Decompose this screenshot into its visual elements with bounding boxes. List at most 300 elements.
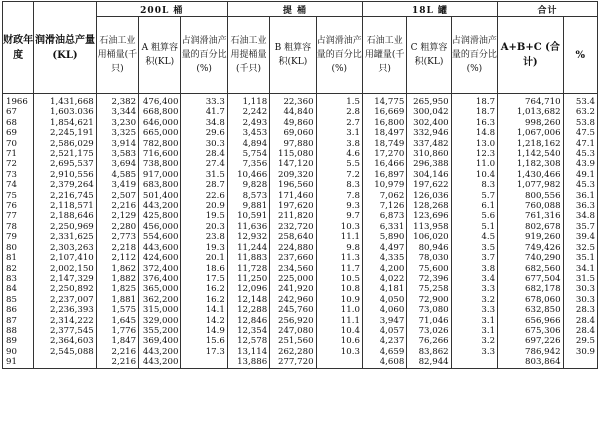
table-cell: 2,188,646 [34,211,97,221]
table-cell: 760,088 [498,201,564,211]
table-cell: 15.6 [181,336,227,346]
table-cell: 2,250,892 [34,284,97,294]
table-cell: 16.2 [181,295,227,305]
table-cell: 443,200 [139,347,181,357]
table-cell: 3,453 [227,128,269,138]
group-header-pail: 提 桶 [227,2,362,17]
table-body [3,94,598,369]
table-cell: 23.8 [181,232,227,242]
table-cell: 1,645 [96,316,138,326]
table-cell: 18.6 [181,264,227,274]
year-cell: 73 [3,170,34,180]
table-cell: 49.1 [563,170,597,180]
table-cell: 256,920 [270,316,316,326]
table-cell: 224,880 [270,243,316,253]
table-cell: 2,507 [96,191,138,201]
table-cell: 2,382 [96,94,138,108]
table-cell: 1,881 [96,295,138,305]
table-cell: 2,379,264 [34,180,97,190]
table-cell: 3.2 [451,295,497,305]
table-cell: 10.3 [316,347,362,357]
table-cell: 300,042 [407,107,451,117]
table-cell: 8,573 [227,191,269,201]
col-header-b-volume: B 粗算容积(KL) [270,17,316,94]
table-cell: 2,236,393 [34,305,97,315]
table-cell: 675,306 [498,326,564,336]
year-cell: 91 [3,357,34,368]
table-cell: 18,749 [362,139,406,149]
table-cell: 5,754 [227,149,269,159]
table-cell: 1,431,668 [34,94,97,108]
table-cell: 11.3 [316,253,362,263]
table-cell: 28.3 [563,305,597,315]
table-cell: 211,820 [270,211,316,221]
table-row [3,232,598,242]
table-cell: 443,200 [139,201,181,211]
table-row [3,284,598,294]
table-cell: 3.3 [451,347,497,357]
table-cell: 29.5 [563,336,597,346]
table-cell: 668,800 [139,107,181,117]
table-cell: 22,360 [270,94,316,108]
table-cell: 123,696 [407,211,451,221]
table-row [3,149,598,159]
table-cell: 10,466 [227,170,269,180]
table-cell: 1,182,308 [498,159,564,169]
table-cell: 2,245,191 [34,128,97,138]
table-cell: 4.5 [451,232,497,242]
lubricant-container-table [2,1,598,369]
table-row [3,357,598,368]
table-row [3,347,598,357]
table-cell: 2,216 [96,201,138,211]
table-cell: 332,946 [407,128,451,138]
table-cell: 646,000 [139,118,181,128]
table-cell: 1,118 [227,94,269,108]
table-cell: 3.5 [451,243,497,253]
table-cell: 2,242 [227,107,269,117]
table-cell: 764,710 [498,94,564,108]
table-cell: 34.1 [563,264,597,274]
table-cell: 28.4 [181,149,227,159]
table-cell: 241,920 [270,284,316,294]
year-cell: 68 [3,118,34,128]
table-cell: 126,036 [407,191,451,201]
table-cell: 20.3 [181,222,227,232]
table-cell: 3.3 [451,305,497,315]
table-row [3,264,598,274]
table-cell: 33.3 [181,94,227,108]
table-cell: 7,062 [362,191,406,201]
table-cell: 3.1 [316,128,362,138]
table-cell: 106,020 [407,232,451,242]
table-cell: 10.6 [316,336,362,346]
col-header-a-count: 石油工业用桶量(千只) [96,17,138,94]
table-row [3,94,598,108]
table-cell: 82,944 [407,357,451,368]
year-cell: 86 [3,305,34,315]
table-cell: 11.0 [316,305,362,315]
table-cell: 234,560 [270,264,316,274]
table-cell: 1,882 [96,274,138,284]
table-cell [563,357,597,368]
table-cell: 665,000 [139,128,181,138]
table-cell: 1,218,162 [498,139,564,149]
table-cell: 36.1 [563,191,597,201]
table-cell: 6,331 [362,222,406,232]
table-cell: 27.4 [181,159,227,169]
year-cell: 90 [3,347,34,357]
table-cell: 7,356 [227,159,269,169]
year-cell: 87 [3,316,34,326]
table-cell: 337,482 [407,139,451,149]
year-cell: 80 [3,243,34,253]
table-cell: 19.3 [181,243,227,253]
table-cell: 740,290 [498,253,564,263]
table-cell: 14.9 [181,326,227,336]
table-cell: 476,400 [139,94,181,108]
table-cell: 4,497 [362,243,406,253]
year-cell: 89 [3,336,34,346]
table-cell: 2,107,410 [34,253,97,263]
table-cell: 4,585 [96,170,138,180]
table-cell: 44,840 [270,107,316,117]
col-header-fiscal-year: 财政年度 [3,2,34,94]
table-cell: 4.6 [316,149,362,159]
table-cell: 10.4 [451,170,497,180]
table-cell: 501,400 [139,191,181,201]
table-cell: 2,002,150 [34,264,97,274]
table-cell: 29.6 [181,128,227,138]
table-row [3,201,598,211]
table-cell: 265,950 [407,94,451,108]
table-cell: 209,320 [270,170,316,180]
table-cell: 73,080 [407,305,451,315]
table-cell: 749,426 [498,243,564,253]
table-cell: 83,862 [407,347,451,357]
table-cell: 682,560 [498,264,564,274]
table-cell: 45.3 [563,180,597,190]
table-cell: 11,250 [227,274,269,284]
table-cell: 12,932 [227,232,269,242]
table-cell: 3.2 [451,336,497,346]
year-cell: 71 [3,149,34,159]
table-cell: 738,800 [139,159,181,169]
table-cell: 11,636 [227,222,269,232]
table-cell: 80,946 [407,243,451,253]
table-cell: 9,828 [227,180,269,190]
table-cell: 11,728 [227,264,269,274]
table-cell: 4,894 [227,139,269,149]
table-cell: 72,396 [407,274,451,284]
table-cell: 30.3 [563,284,597,294]
table-cell: 803,864 [498,357,564,368]
table-cell: 18,497 [362,128,406,138]
col-header-b-count: 石油工业用提桶量(千只) [227,17,269,94]
table-cell: 1,077,982 [498,180,564,190]
table-cell: 11.0 [451,159,497,169]
table-cell: 16,669 [362,107,406,117]
year-cell: 74 [3,180,34,190]
table-cell: 716,600 [139,149,181,159]
year-cell: 78 [3,222,34,232]
table-cell: 6,873 [362,211,406,221]
table-cell: 16.2 [181,284,227,294]
year-cell: 75 [3,191,34,201]
table-cell: 4,022 [362,274,406,284]
table-cell: 8.3 [451,180,497,190]
table-row [3,159,598,169]
table-cell: 919,260 [498,232,564,242]
table-cell: 800,556 [498,191,564,201]
table-cell: 1,013,682 [498,107,564,117]
table-cell: 22.6 [181,191,227,201]
table-cell: 35.7 [563,222,597,232]
table-cell: 304,146 [407,170,451,180]
table-cell: 2.7 [316,118,362,128]
table-cell: 4,057 [362,326,406,336]
table-cell: 12,354 [227,326,269,336]
table-cell: 9.3 [316,201,362,211]
table-cell: 2,216,745 [34,191,97,201]
table-cell: 113,958 [407,222,451,232]
table-cell: 171,460 [270,191,316,201]
table-cell: 3,694 [96,159,138,169]
col-header-sum: A+B+C (合计) [498,17,564,94]
table-cell: 3,914 [96,139,138,149]
table-cell: 802,678 [498,222,564,232]
year-cell: 81 [3,253,34,263]
table-cell: 2,303,263 [34,243,97,253]
table-cell: 2,118,571 [34,201,97,211]
table-cell: 5,890 [362,232,406,242]
table-cell: 17,270 [362,149,406,159]
table-cell: 32.5 [563,243,597,253]
table-cell: 296,388 [407,159,451,169]
table-cell: 5.6 [451,211,497,221]
table-cell: 45.3 [563,149,597,159]
table-cell: 2,545,088 [34,347,97,357]
table-cell: 362,200 [139,295,181,305]
table-cell: 11.1 [316,232,362,242]
table-row [3,253,598,263]
table-cell: 30.3 [563,295,597,305]
table-cell: 262,280 [270,347,316,357]
table-cell: 10.5 [316,274,362,284]
table-cell: 7.2 [316,170,362,180]
table-cell: 245,760 [270,305,316,315]
table-cell: 1,142,540 [498,149,564,159]
table-row [3,295,598,305]
year-cell: 83 [3,274,34,284]
col-header-a-volume: A 粗算容积(KL) [139,17,181,94]
table-cell: 3.7 [451,253,497,263]
table-cell: 196,560 [270,180,316,190]
table-cell: 49,860 [270,118,316,128]
table-cell: 30.3 [181,139,227,149]
table-cell: 128,268 [407,201,451,211]
table-cell: 2,112 [96,253,138,263]
year-cell: 82 [3,264,34,274]
year-cell: 67 [3,107,34,117]
table-cell: 682,178 [498,284,564,294]
table-cell: 2,695,537 [34,159,97,169]
table-cell: 115,080 [270,149,316,159]
table-cell: 3,230 [96,118,138,128]
table-cell: 97,880 [270,139,316,149]
year-cell: 85 [3,295,34,305]
table-cell: 13,886 [227,357,269,368]
table-cell: 1,776 [96,326,138,336]
table-cell: 2,237,007 [34,295,97,305]
table-row [3,139,598,149]
table-cell: 16,800 [362,118,406,128]
table-cell: 8.3 [316,180,362,190]
table-cell: 5.7 [451,191,497,201]
table-cell: 3,947 [362,316,406,326]
col-header-c-volume: C 粗算容积(KL) [407,17,451,94]
table-row [3,243,598,253]
table-row [3,305,598,315]
table-cell: 11.7 [316,264,362,274]
table-cell [316,357,362,368]
table-cell: 3.8 [316,139,362,149]
table-row [3,107,598,117]
table-cell: 3.4 [451,274,497,284]
year-cell: 79 [3,232,34,242]
table-cell: 18.7 [451,107,497,117]
table-cell: 376,400 [139,274,181,284]
table-cell: 2,773 [96,232,138,242]
table-cell: 18.7 [451,94,497,108]
table-cell: 4,050 [362,295,406,305]
table-cell: 28.7 [181,180,227,190]
table-cell: 678,060 [498,295,564,305]
table-cell: 197,620 [270,201,316,211]
table-row [3,316,598,326]
table-cell: 5.5 [316,159,362,169]
table-cell: 1,854,621 [34,118,97,128]
table-cell: 10,979 [362,180,406,190]
year-cell: 69 [3,128,34,138]
table-cell: 1,862 [96,264,138,274]
table-cell: 302,400 [407,118,451,128]
table-cell: 369,400 [139,336,181,346]
table-cell: 10,591 [227,211,269,221]
table-cell: 1,067,006 [498,128,564,138]
table-cell: 11.1 [316,316,362,326]
table-cell: 17.5 [181,274,227,284]
table-cell: 9,881 [227,201,269,211]
table-cell: 10.4 [316,326,362,336]
table-cell: 355,200 [139,326,181,336]
table-cell: 251,560 [270,336,316,346]
group-header-18l-can: 18L 罐 [362,2,497,17]
table-cell: 2,910,556 [34,170,97,180]
table-cell: 12,148 [227,295,269,305]
table-cell: 2.8 [316,107,362,117]
table-row [3,222,598,232]
table-cell: 4,060 [362,305,406,315]
table-cell: 761,316 [498,211,564,221]
table-cell: 2,147,329 [34,274,97,284]
table-cell: 2,377,545 [34,326,97,336]
table-cell: 3,419 [96,180,138,190]
table-cell: 2,218 [96,243,138,253]
table-row [3,211,598,221]
year-cell: 70 [3,139,34,149]
table-cell: 1,430,466 [498,170,564,180]
table-cell: 3.1 [451,316,497,326]
table-cell: 197,622 [407,180,451,190]
table-cell: 310,860 [407,149,451,159]
year-cell: 76 [3,201,34,211]
table-cell [34,357,97,368]
table-cell: 4,181 [362,284,406,294]
col-header-a-percent: 占润滑油产量的百分比(%) [181,17,227,94]
table-cell: 14.8 [451,128,497,138]
table-cell: 372,400 [139,264,181,274]
table-cell: 12,846 [227,316,269,326]
table-row [3,191,598,201]
table-cell: 456,000 [139,222,181,232]
table-cell: 2,331,625 [34,232,97,242]
table-cell: 258,640 [270,232,316,242]
table-cell: 19.5 [181,211,227,221]
table-cell: 20.1 [181,253,227,263]
table-cell: 2,493 [227,118,269,128]
table-row [3,326,598,336]
table-row [3,170,598,180]
table-cell: 782,800 [139,139,181,149]
table-cell: 7.8 [316,191,362,201]
table-cell: 4,237 [362,336,406,346]
table-cell: 917,000 [139,170,181,180]
table-cell: 16.3 [451,118,497,128]
col-header-c-percent: 占润滑油产量的百分比(%) [451,17,497,94]
year-cell: 72 [3,159,34,169]
table-cell: 63.2 [563,107,597,117]
table-cell: 75,600 [407,264,451,274]
table-cell: 36.3 [563,201,597,211]
table-cell: 14.2 [181,316,227,326]
table-cell: 147,120 [270,159,316,169]
table-cell: 3.8 [451,264,497,274]
table-cell: 10.3 [316,222,362,232]
table-cell: 9.7 [316,211,362,221]
table-cell: 1.5 [316,94,362,108]
table-cell: 31.5 [563,274,597,284]
year-cell: 1966 [3,94,34,108]
table-cell: 232,720 [270,222,316,232]
table-row [3,118,598,128]
table-cell: 76,266 [407,336,451,346]
table-cell: 20.9 [181,201,227,211]
table-cell: 1,847 [96,336,138,346]
table-row [3,336,598,346]
table-cell: 10.8 [316,284,362,294]
table-cell: 28.4 [563,326,597,336]
table-cell: 998,260 [498,118,564,128]
table-cell: 3,325 [96,128,138,138]
table-cell: 10.9 [316,295,362,305]
table-cell: 683,800 [139,180,181,190]
table-cell: 12.3 [451,149,497,159]
table-cell: 3,583 [96,149,138,159]
table-cell: 1,825 [96,284,138,294]
table-cell: 2,250,969 [34,222,97,232]
table-cell: 73,026 [407,326,451,336]
